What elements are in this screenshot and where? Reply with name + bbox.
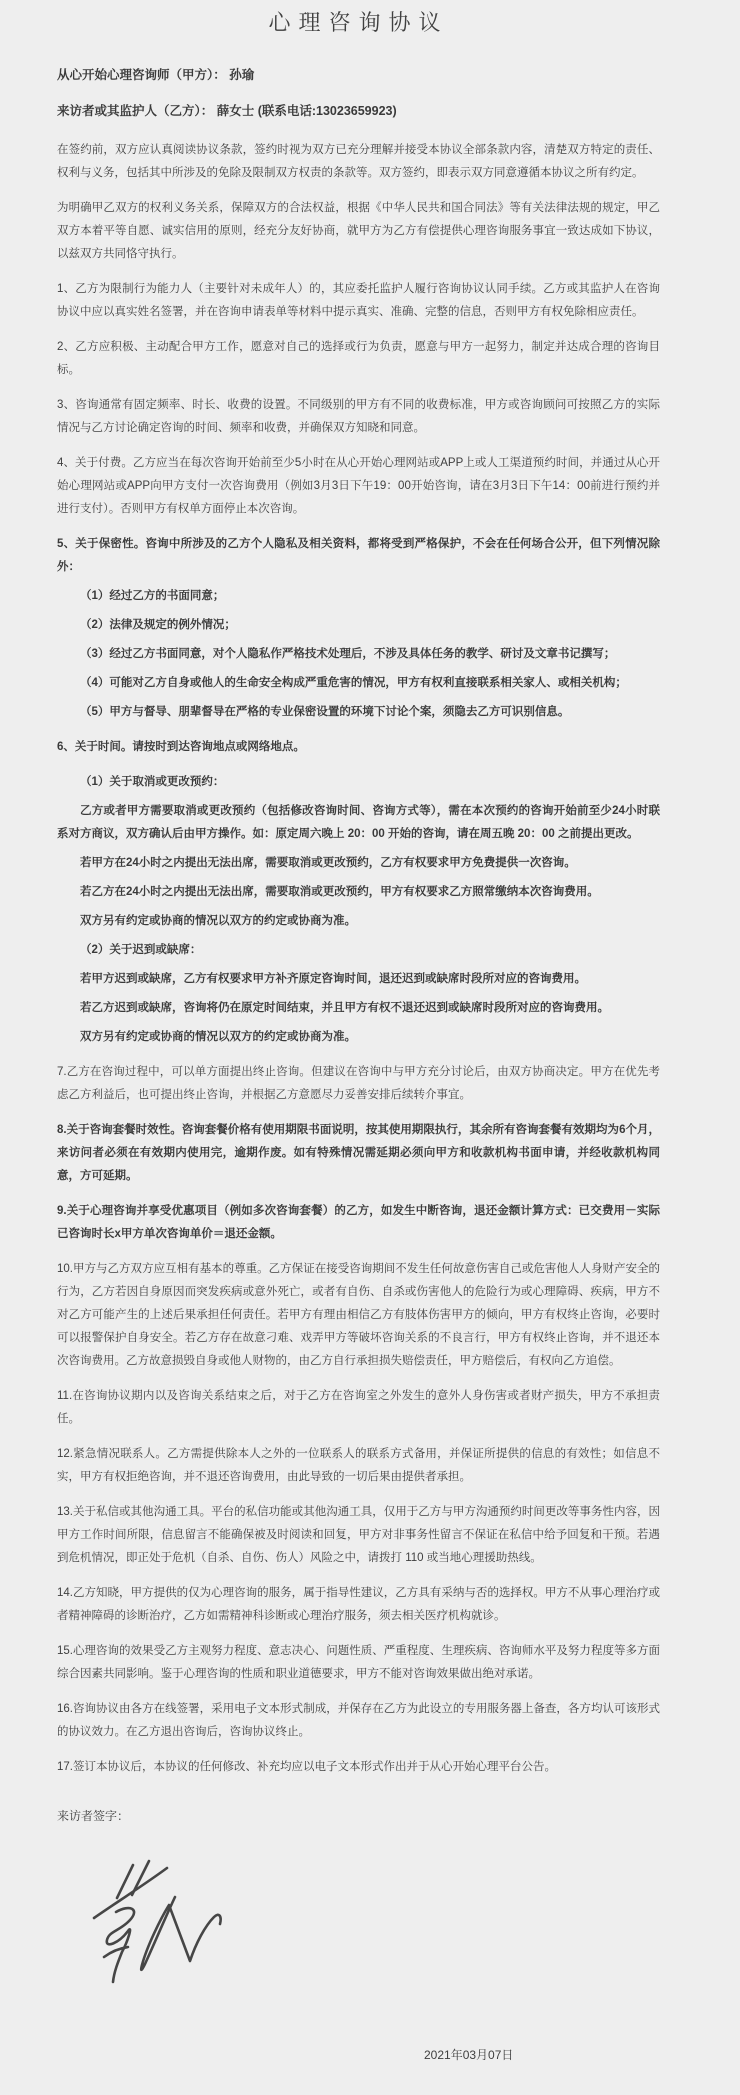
agreement-paragraph: 若乙方迟到或缺席，咨询将仍在原定时间结束，并且甲方有权不退还迟到或缺席时段所对应的咨询费用。 bbox=[80, 1002, 609, 1014]
agreement-paragraph: （2）法律及规定的例外情况； bbox=[80, 619, 236, 631]
agreement-paragraph: 双方另有约定或协商的情况以双方的约定或协商为准。 bbox=[80, 915, 356, 927]
agreement-paragraph: 13.关于私信或其他沟通工具。平台的私信功能或其他沟通工具，仅用于乙方与甲方沟通预约时间更改等事务性内容，因甲方工作时间所限，信息留言不能确保被及时阅读和回复，甲方对非事务性留言不保证在私信中给予回复和干预。若遇到危机情况，即正处于危机（自杀、自伤、伤人）风险之中，请拨打 110 或当地心理援助热线。 bbox=[57, 1506, 660, 1564]
agreement-paragraph: 9.关于心理咨询并享受优惠项目（例如多次咨询套餐）的乙方，如发生中断咨询，退还金额计算方式：已交费用－实际已咨询时长x甲方单次咨询单价＝退还金额。 bbox=[57, 1205, 660, 1240]
agreement-paragraph: 若甲方在24小时之内提出无法出席，需要取消或更改预约，乙方有权要求甲方免费提供一次咨询。 bbox=[80, 857, 576, 869]
signing-date: 2021年03月07日 bbox=[424, 2048, 514, 2062]
agreement-paragraph: 16.咨询协议由各方在线签署，采用电子文本形式制成，并保存在乙方为此设立的专用服务器上备查，各方均认可该形式的协议效力。在乙方退出咨询后，咨询协议终止。 bbox=[57, 1703, 660, 1738]
agreement-paragraph: （1）关于取消或更改预约： bbox=[80, 776, 225, 788]
agreement-paragraph: 11.在咨询协议期内以及咨询关系结束之后，对于乙方在咨询室之外发生的意外人身伤害或者财产损失，甲方不承担责任。 bbox=[57, 1390, 660, 1425]
agreement-paragraph: 17.签订本协议后，本协议的任何修改、补充均应以电子文本形式作出并于从心开始心理平台公告。 bbox=[57, 1761, 556, 1773]
agreement-paragraph: （2）关于迟到或缺席： bbox=[80, 944, 202, 956]
agreement-body bbox=[57, 139, 660, 1779]
agreement-paragraph: 1、乙方为限制行为能力人（主要针对未成年人）的，其应委托监护人履行咨询协议认同手续。乙方或其监护人在咨询协议中应以真实姓名签署，并在咨询申请表单等材料中提示真实、准确、完整的信息，否则甲方有权免除相应责任。 bbox=[57, 283, 660, 318]
page-title: 心理咨询协议 bbox=[268, 10, 449, 35]
visitor-signature-label: 来访者签字： bbox=[57, 1809, 130, 1823]
agreement-paragraph: 乙方或者甲方需要取消或更改预约（包括修改咨询时间、咨询方式等），需在本次预约的咨询开始前至少24小时联系对方商议，双方确认后由甲方操作。如：原定周六晚上 20：00 开始的咨询，请在周五晚 20：00 之前提出更改。 bbox=[57, 805, 660, 840]
agreement-paragraph: （1）经过乙方的书面同意； bbox=[80, 590, 225, 602]
agreement-paragraph: 6、关于时间。请按时到达咨询地点或网络地点。 bbox=[57, 741, 305, 753]
client-party-line: 来访者或其监护人（乙方）： 薛女士 (联系电话:13023659923) bbox=[57, 104, 397, 118]
agreement-paragraph: 10.甲方与乙方双方应互相有基本的尊重。乙方保证在接受咨询期间不发生任何故意伤害自己或危害他人人身财产安全的行为，乙方若因自身原因而突发疾病或意外死亡，或者有自伤、自杀或伤害他人的危险行为或心理障碍、疾病，甲方不对乙方可能产生的上述后果承担任何责任。若甲方有理由相信乙方有肢体伤害甲方的倾向，甲方有权终止咨询，必要时可以报警保护自身安全。若乙方存在故意刁难、戏弄甲方等破坏咨询关系的不良言行，甲方有权终止咨询，并不退还本次咨询费用。乙方故意损毁自身或他人财物的，由乙方自行承担损失赔偿责任，甲方赔偿后，有权向乙方追偿。 bbox=[57, 1263, 660, 1367]
agreement-paragraph: 5、关于保密性。咨询中所涉及的乙方个人隐私及相关资料，都将受到严格保护，不会在任何场合公开，但下列情况除外： bbox=[57, 538, 660, 573]
agreement-paragraph: （5）甲方与督导、朋辈督导在严格的专业保密设置的环境下讨论个案，须隐去乙方可识别信息。 bbox=[80, 706, 570, 718]
agreement-paragraph: 3、咨询通常有固定频率、时长、收费的设置。不同级别的甲方有不同的收费标准，甲方或咨询顾问可按照乙方的实际情况与乙方讨论确定咨询的时间、频率和收费，并确保双方知晓和同意。 bbox=[57, 399, 660, 434]
agreement-paragraph: 7.乙方在咨询过程中，可以单方面提出终止咨询。但建议在咨询中与甲方充分讨论后，由双方协商决定。甲方在优先考虑乙方利益后，也可提出终止咨询，并根据乙方意愿尽力妥善安排后续转介事宜。 bbox=[57, 1066, 660, 1101]
agreement-paragraph: 14.乙方知晓，甲方提供的仅为心理咨询的服务，属于指导性建议，乙方具有采纳与否的选择权。甲方不从事心理治疗或者精神障碍的诊断治疗，乙方如需精神科诊断或心理治疗服务，须去相关医疗机构就诊。 bbox=[57, 1587, 660, 1622]
agreement-paragraph: 8.关于咨询套餐时效性。咨询套餐价格有使用期限书面说明，按其使用期限执行，其余所有咨询套餐有效期均为6个月，来访问者必须在有效期内使用完，逾期作废。如有特殊情况需延期必须向甲方和收款机构书面申请，并经收款机构同意，方可延期。 bbox=[57, 1124, 660, 1182]
agreement-paragraph: 2、乙方应积极、主动配合甲方工作，愿意对自己的选择或行为负责，愿意与甲方一起努力，制定并达成合理的咨询目标。 bbox=[57, 341, 660, 376]
agreement-paragraph: 双方另有约定或协商的情况以双方的约定或协商为准。 bbox=[80, 1031, 356, 1043]
agreement-paragraph: 若甲方迟到或缺席，乙方有权要求甲方补齐原定咨询时间，退还迟到或缺席时段所对应的咨询费用。 bbox=[80, 973, 586, 985]
handwritten-signature bbox=[86, 1852, 238, 1994]
agreement-paragraph: （4）可能对乙方自身或他人的生命安全构成严重危害的情况，甲方有权利直接联系相关家人、或相关机构； bbox=[80, 677, 627, 689]
agreement-paragraph: 12.紧急情况联系人。乙方需提供除本人之外的一位联系人的联系方式备用，并保证所提供的信息的有效性；如信息不实，甲方有权拒绝咨询，并不退还咨询费用，由此导致的一切后果由提供者承担。 bbox=[57, 1448, 660, 1483]
agreement-paragraph: 若乙方在24小时之内提出无法出席，需要取消或更改预约，甲方有权要求乙方照常缴纳本次咨询费用。 bbox=[80, 886, 599, 898]
agreement-paragraph: 15.心理咨询的效果受乙方主观努力程度、意志决心、问题性质、严重程度、生理疾病、咨询师水平及努力程度等多方面综合因素共同影响。鉴于心理咨询的性质和职业道德要求，甲方不能对咨询效果做出绝对承诺。 bbox=[57, 1645, 660, 1680]
counselor-party-line: 从心开始心理咨询师（甲方）： 孙瑜 bbox=[57, 68, 255, 82]
agreement-paragraph: 为明确甲乙双方的权利义务关系，保障双方的合法权益，根据《中华人民共和国合同法》等有关法律法规的规定，甲乙双方本着平等自愿、诚实信用的原则，经充分友好协商，就甲方为乙方有偿提供心理咨询服务事宜一致达成如下协议，以兹双方共同恪守执行。 bbox=[57, 202, 660, 260]
agreement-paragraph: 在签约前，双方应认真阅读协议条款，签约时视为双方已充分理解并接受本协议全部条款内容，清楚双方特定的责任、权利与义务，包括其中所涉及的免除及限制双方权责的条款等。双方签约，即表示双方同意遵循本协议之所有约定。 bbox=[57, 144, 660, 179]
signature-scribble-icon bbox=[86, 1852, 238, 1994]
agreement-paragraph: 4、关于付费。乙方应当在每次咨询开始前至少5小时在从心开始心理网站或APP上或人工渠道预约时间，并通过从心开始心理网站或APP向甲方支付一次咨询费用（例如3月3日下午19：00开始咨询，请在3月3日下午14：00前进行预约并进行支付）。否则甲方有权单方面停止本次咨询。 bbox=[57, 457, 660, 515]
agreement-paragraph: （3）经过乙方书面同意，对个人隐私作严格技术处理后，不涉及具体任务的教学、研讨及文章书记撰写； bbox=[80, 648, 616, 660]
